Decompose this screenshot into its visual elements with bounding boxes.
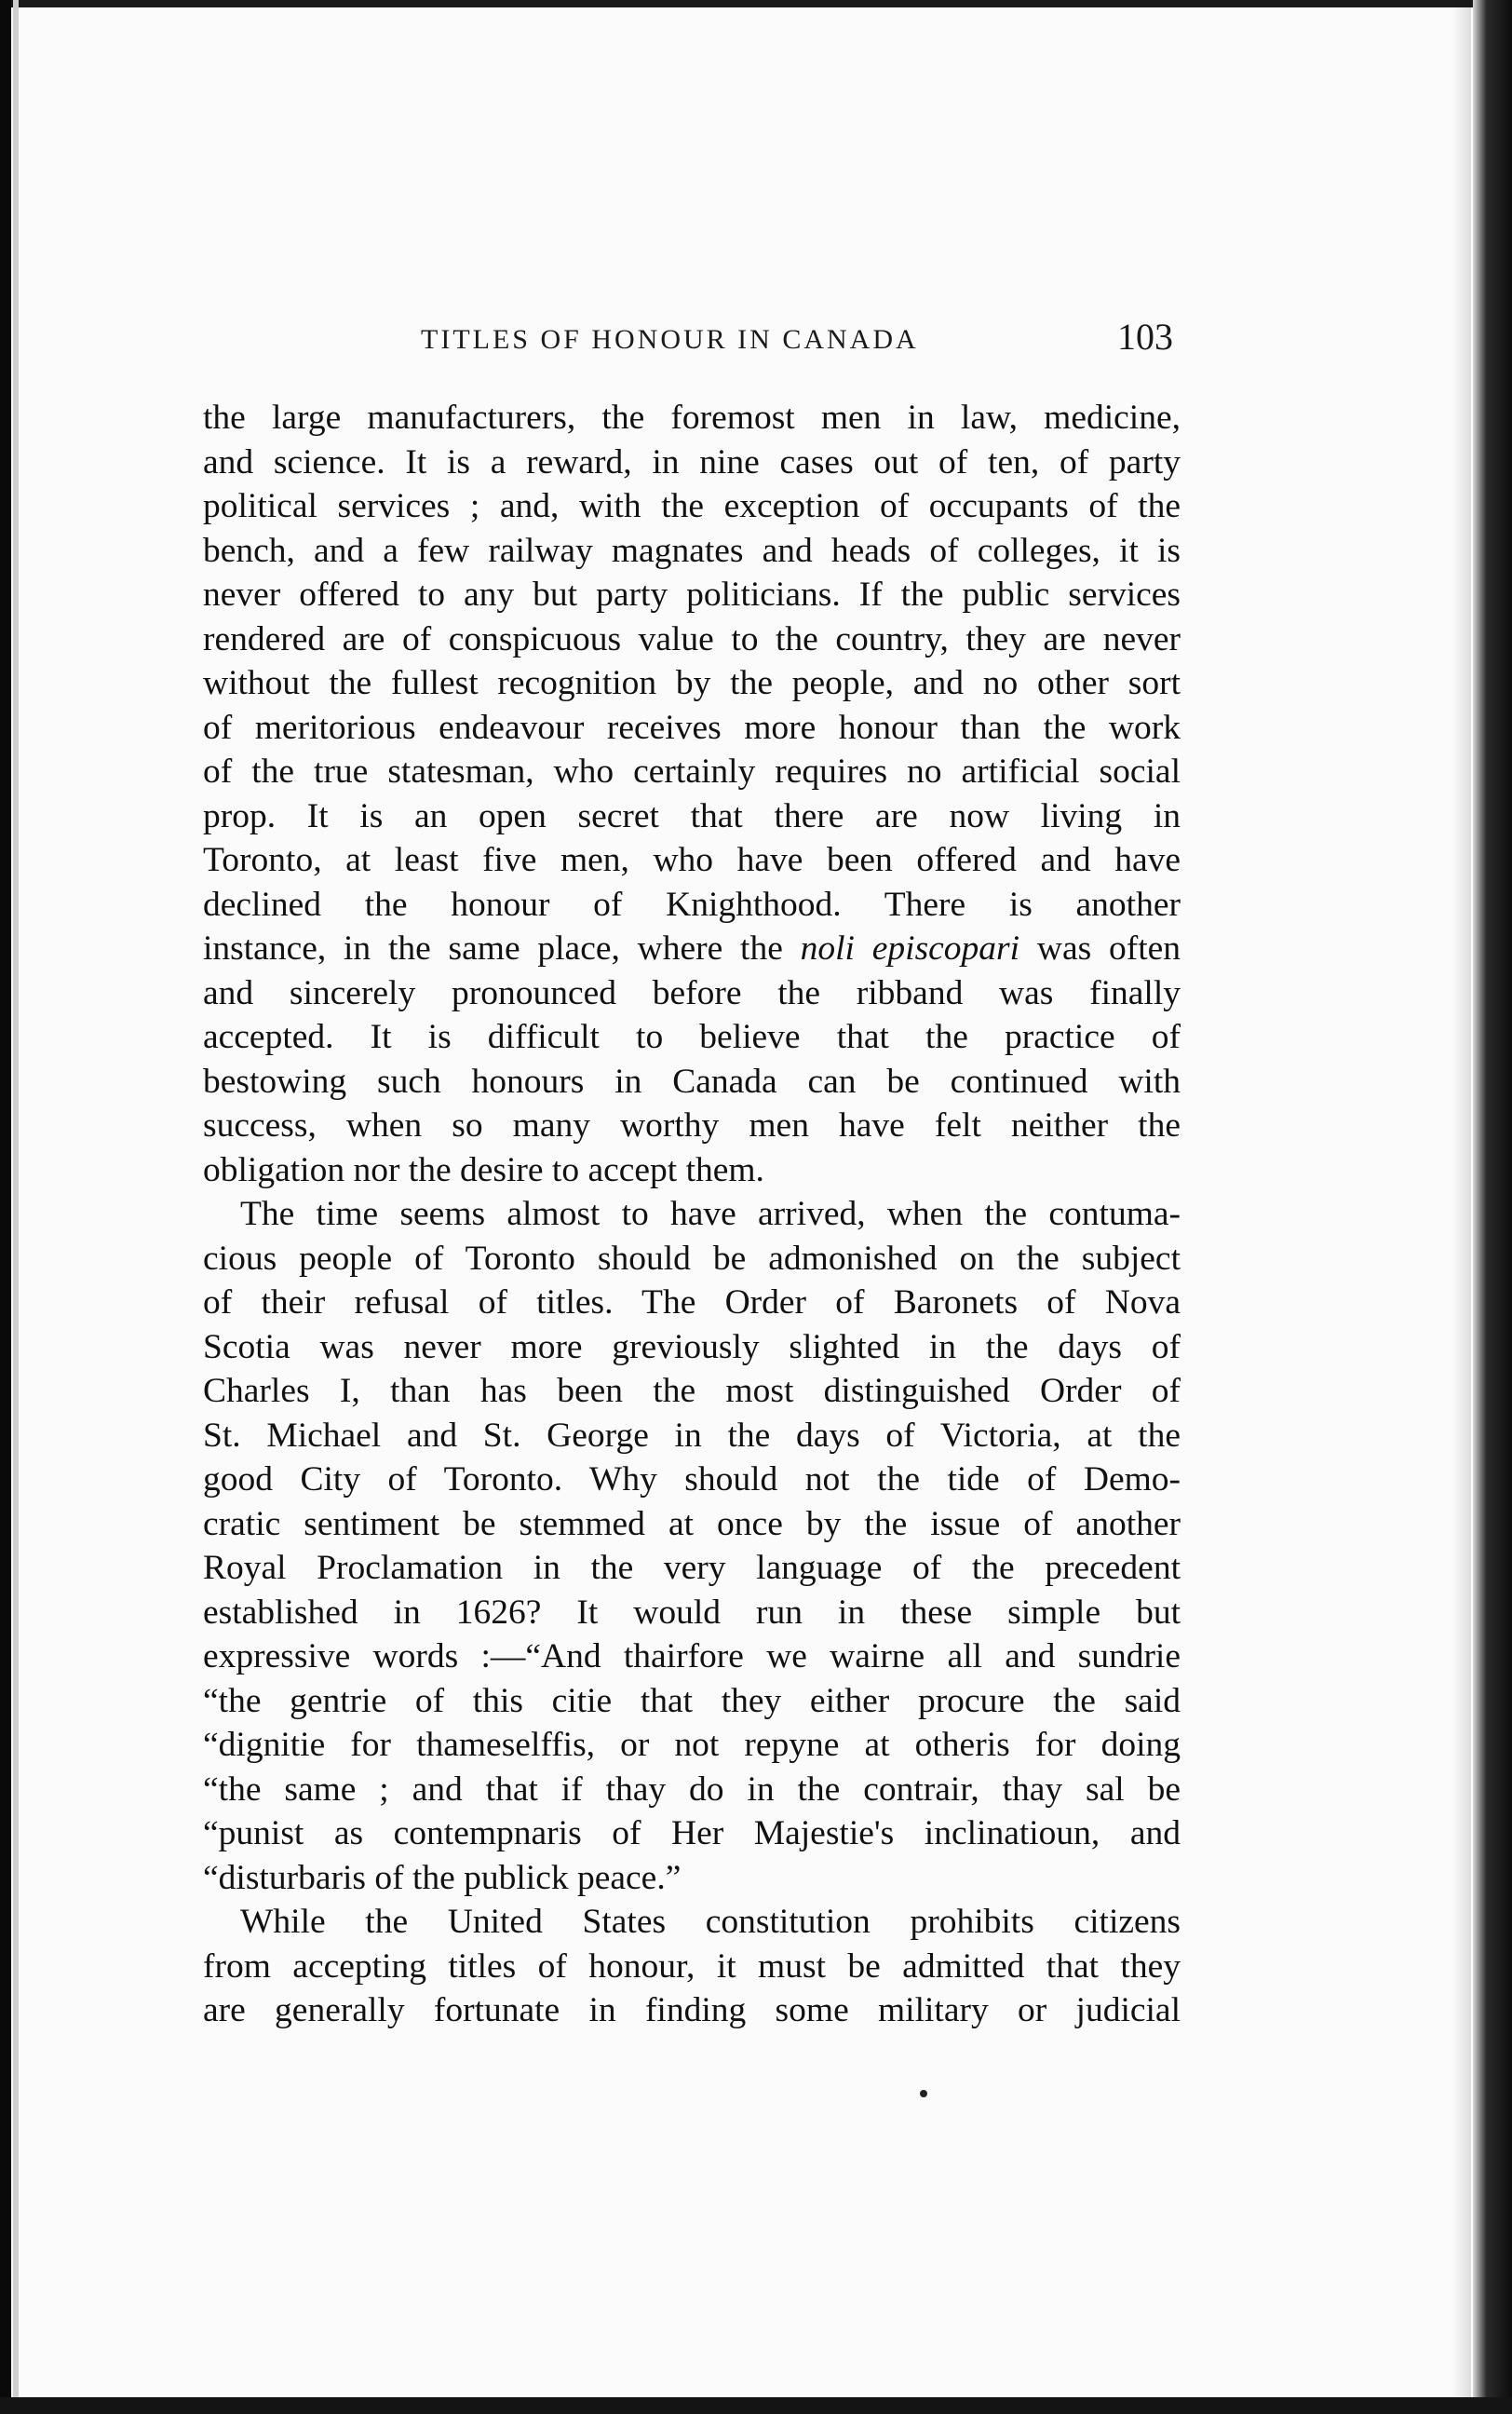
text-line: Scotia was never more greviously slighted in the days of bbox=[203, 1327, 1181, 1366]
paragraph-3 bbox=[203, 1900, 1181, 2033]
text-line: from accepting titles of honour, it must be admitted that they bbox=[203, 1946, 1181, 1986]
scan-edge-right bbox=[1473, 0, 1512, 2414]
text-line: never offered to any but party politicians. If the public services bbox=[203, 576, 1181, 614]
text-line: cious people of Toronto should be admonished on the subject bbox=[203, 1239, 1181, 1278]
paragraph-2 bbox=[203, 1192, 1181, 1900]
text-line: expressive words :—“And thairfore we wairne all and sundrie bbox=[203, 1637, 1181, 1675]
text-line: St. Michael and St. George in the days of Victoria, at the bbox=[203, 1416, 1181, 1455]
text-line: and science. It is a reward, in nine cases out of ten, of party bbox=[203, 442, 1181, 481]
scan-edge-left-shadow bbox=[13, 0, 19, 2414]
text-line: rendered are of conspicuous value to the country, they are never bbox=[203, 619, 1181, 658]
text-line: accepted. It is difficult to believe that the practice of bbox=[203, 1018, 1181, 1056]
text-line: without the fullest recognition by the people, and no other sort bbox=[203, 664, 1181, 702]
text-line: established in 1626? It would run in these simple but bbox=[203, 1593, 1181, 1632]
body-text bbox=[203, 396, 1181, 2035]
text-line: cratic sentiment be stemmed at once by the issue of another bbox=[203, 1504, 1181, 1543]
text-line: The time seems almost to have arrived, when the contuma- bbox=[240, 1195, 1181, 1233]
text-line-with-italic: instance, in the same place, where the noli episcopari was often bbox=[203, 929, 1181, 968]
text-line: While the United States constitution prohibits citizens bbox=[240, 1903, 1181, 1941]
running-head: TITLES OF HONOUR IN CANADA bbox=[421, 324, 919, 355]
scan-edge-left bbox=[0, 0, 11, 2414]
text-line: good City of Toronto. Why should not the tide of Demo- bbox=[203, 1460, 1181, 1499]
quoted-line: “the same ; and that if thay do in the contrair, thay sal be bbox=[203, 1770, 1181, 1809]
text-line: bench, and a few railway magnates and heads of colleges, it is bbox=[203, 531, 1181, 570]
text-line: Toronto, at least five men, who have been offered and have bbox=[203, 841, 1181, 879]
scan-edge-bottom bbox=[0, 2397, 1512, 2414]
text-line: of the true statesman, who certainly requires no artificial social bbox=[203, 753, 1181, 791]
page-number: 103 bbox=[1117, 316, 1173, 358]
quoted-line: “disturbaris of the publick peace.” bbox=[203, 1858, 682, 1897]
text-line: declined the honour of Knighthood. There is another bbox=[203, 885, 1181, 924]
text-line: obligation nor the desire to accept them. bbox=[203, 1150, 764, 1189]
text-line: are generally fortunate in finding some military or judicial bbox=[203, 1991, 1181, 2029]
text-line: prop. It is an open secret that there are now living in bbox=[203, 796, 1181, 835]
quoted-line: “punist as contempnaris of Her Majestie's inclinatioun, and bbox=[203, 1814, 1181, 1852]
text-line: Royal Proclamation in the very language of the precedent bbox=[203, 1549, 1181, 1587]
text-line: of their refusal of titles. The Order of Baronets of Nova bbox=[203, 1283, 1181, 1322]
text-line: of meritorious endeavour receives more honour than the work bbox=[203, 708, 1181, 747]
paragraph-1 bbox=[203, 396, 1181, 1192]
scan-edge-top bbox=[0, 0, 1512, 7]
text-line: the large manufacturers, the foremost men in law, medicine, bbox=[203, 399, 1181, 437]
page-fold-shadow bbox=[1452, 0, 1471, 2414]
scan-speck bbox=[920, 2090, 927, 2097]
text-line: success, when so many worthy men have felt neither the bbox=[203, 1106, 1181, 1145]
text-line: bestowing such honours in Canada can be continued with bbox=[203, 1062, 1181, 1101]
text-line: and sincerely pronounced before the ribband was finally bbox=[203, 973, 1181, 1012]
quoted-line: “the gentrie of this citie that they either procure the said bbox=[203, 1681, 1181, 1720]
text-line: political services ; and, with the exception of occupants of the bbox=[203, 487, 1181, 525]
quoted-line: “dignitie for thameselffis, or not repyne at otheris for doing bbox=[203, 1726, 1181, 1764]
latin-phrase: noli episcopari bbox=[800, 929, 1020, 968]
text-line: Charles I, than has been the most distinguished Order of bbox=[203, 1372, 1181, 1410]
